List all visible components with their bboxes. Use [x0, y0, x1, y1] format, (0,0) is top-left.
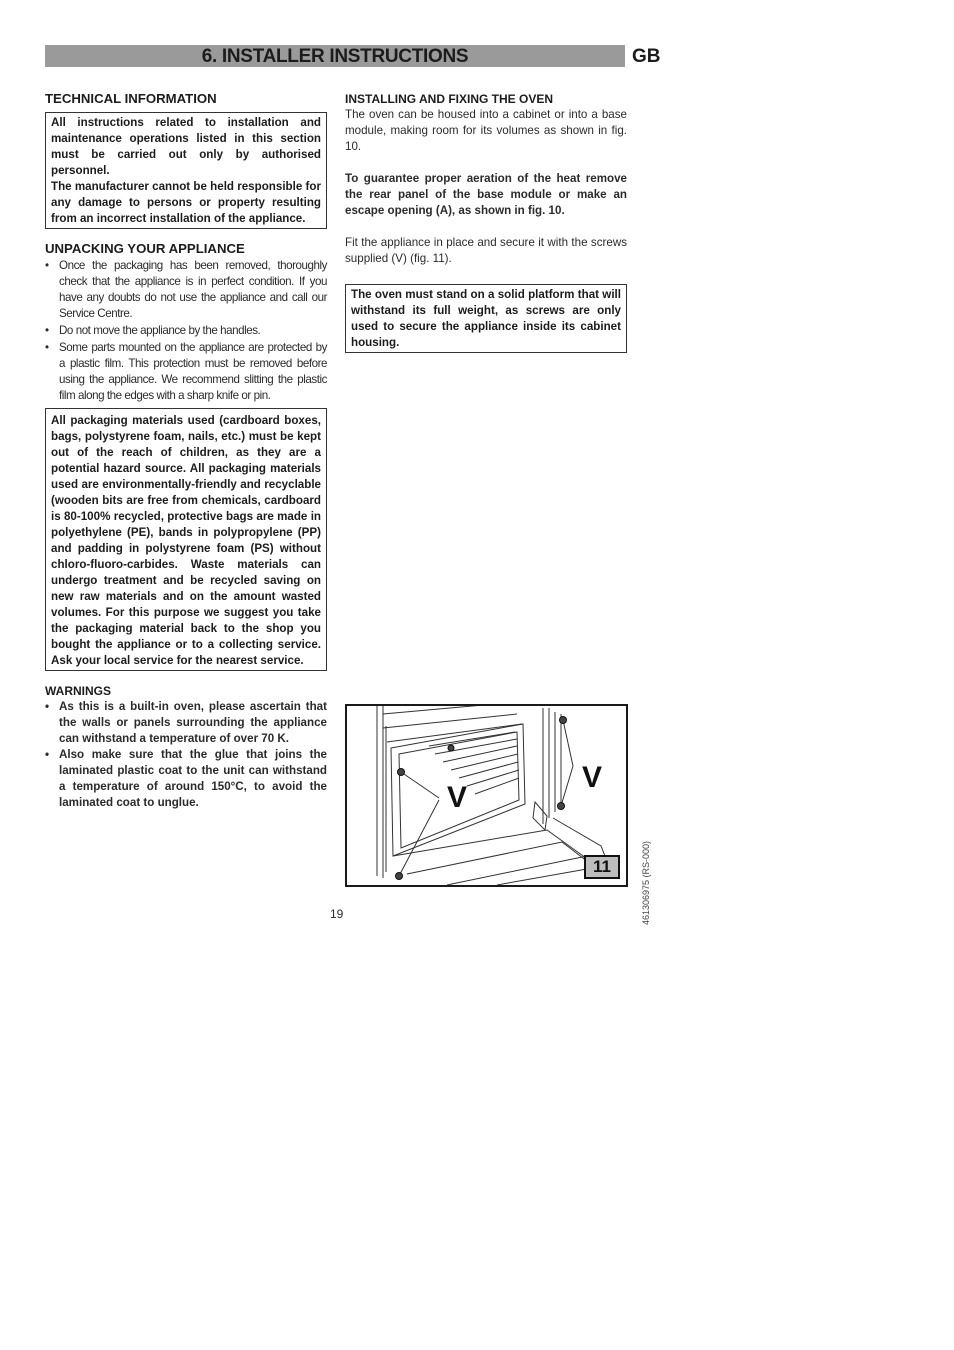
bullet: • [45, 324, 49, 337]
page-title: 6. INSTALLER INSTRUCTIONS [201, 46, 469, 67]
packaging-notice-box [45, 408, 327, 671]
platform-notice-text: The oven must stand on a solid platform that will withstand its full weight, as screws are only used to secure the appliance inside its cabinet housing. [351, 288, 621, 349]
unpacking-heading: UNPACKING YOUR APPLIANCE [45, 241, 245, 256]
header-bar [45, 45, 625, 67]
figure-number: 11 [584, 855, 620, 879]
installing-para2: To guarantee proper aeration of the heat remove the rear panel of the base module or make an escape opening (A), as shown in fig. 10. [345, 172, 627, 217]
list-item: • As this is a built-in oven, please ascertain that the walls or panels surrounding the appliance can withstand a temperature of over 70 K. [45, 700, 327, 745]
bullet: • [45, 341, 49, 354]
language-code: GB [632, 46, 661, 67]
bullet: • [45, 259, 49, 272]
warnings-heading: WARNINGS [45, 684, 111, 698]
platform-notice-box [345, 284, 627, 353]
installing-para3: Fit the appliance in place and secure it with the screws supplied (V) (fig. 11). [345, 236, 627, 265]
technical-heading: TECHNICAL INFORMATION [45, 91, 217, 106]
technical-notice-para2: The manufacturer cannot be held responsible for any damage to persons or property resulting from an incorrect installation of the appliance. [51, 180, 321, 225]
document-code: 461306975 (RS-000) [641, 840, 651, 925]
technical-notice-box [45, 112, 327, 229]
screw-label-right: V [582, 761, 603, 794]
unpacking-list [45, 258, 327, 404]
packaging-notice-text: All packaging materials used (cardboard boxes, bags, polystyrene foam, nails, etc.) must be kept out of the reach of children, as they are a potential hazard source. All packaging materials used are environmentally-friendly and recyclable (wooden bits are free from chemicals, cardboard is 80-100% recycled, protective bags are made in polyethylene (PE), bands in polypropylene (PP) and padding in polystyrene foam (PS) without chloro-fluoro-carbides. Waste materials can undergo treatment and be recycled saving on new raw materials and on the amount wasted volumes. For this purpose we suggest you take the packaging material back to the shop you bought the appliance or to a collecting service. Ask your local service for the nearest service. [51, 414, 321, 667]
screw-label-left: V [447, 781, 468, 814]
list-item: • Some parts mounted on the appliance are protected by a plastic film. This protection must be removed before using the appliance. We recommend slitting the plastic film along the edges with a sharp knife or pin. [45, 341, 327, 402]
oven-installation-figure [345, 704, 628, 887]
list-item: • Once the packaging has been removed, thoroughly check that the appliance is in perfect condition. If you have any doubts do not use the appliance and call our Service Centre. [45, 259, 327, 320]
technical-notice-para1: All instructions related to installation and maintenance operations listed in this section must be carried out only by authorised personnel. [51, 116, 321, 177]
bullet: • [45, 748, 50, 761]
list-item: • Also make sure that the glue that joins the laminated plastic coat to the unit can withstand a temperature of around 150°C, to avoid the laminated coat to unglue. [45, 748, 327, 809]
bullet: • [45, 700, 50, 713]
list-item: • Do not move the appliance by the handles. [45, 324, 261, 337]
installing-heading: INSTALLING AND FIXING THE OVEN [345, 92, 554, 106]
installing-para1: The oven can be housed into a cabinet or into a base module, making room for its volumes as shown in fig. 10. [345, 108, 627, 153]
left-column [45, 90, 327, 811]
right-column [345, 90, 627, 353]
page-number: 19 [330, 907, 344, 921]
warnings-list [45, 699, 327, 811]
